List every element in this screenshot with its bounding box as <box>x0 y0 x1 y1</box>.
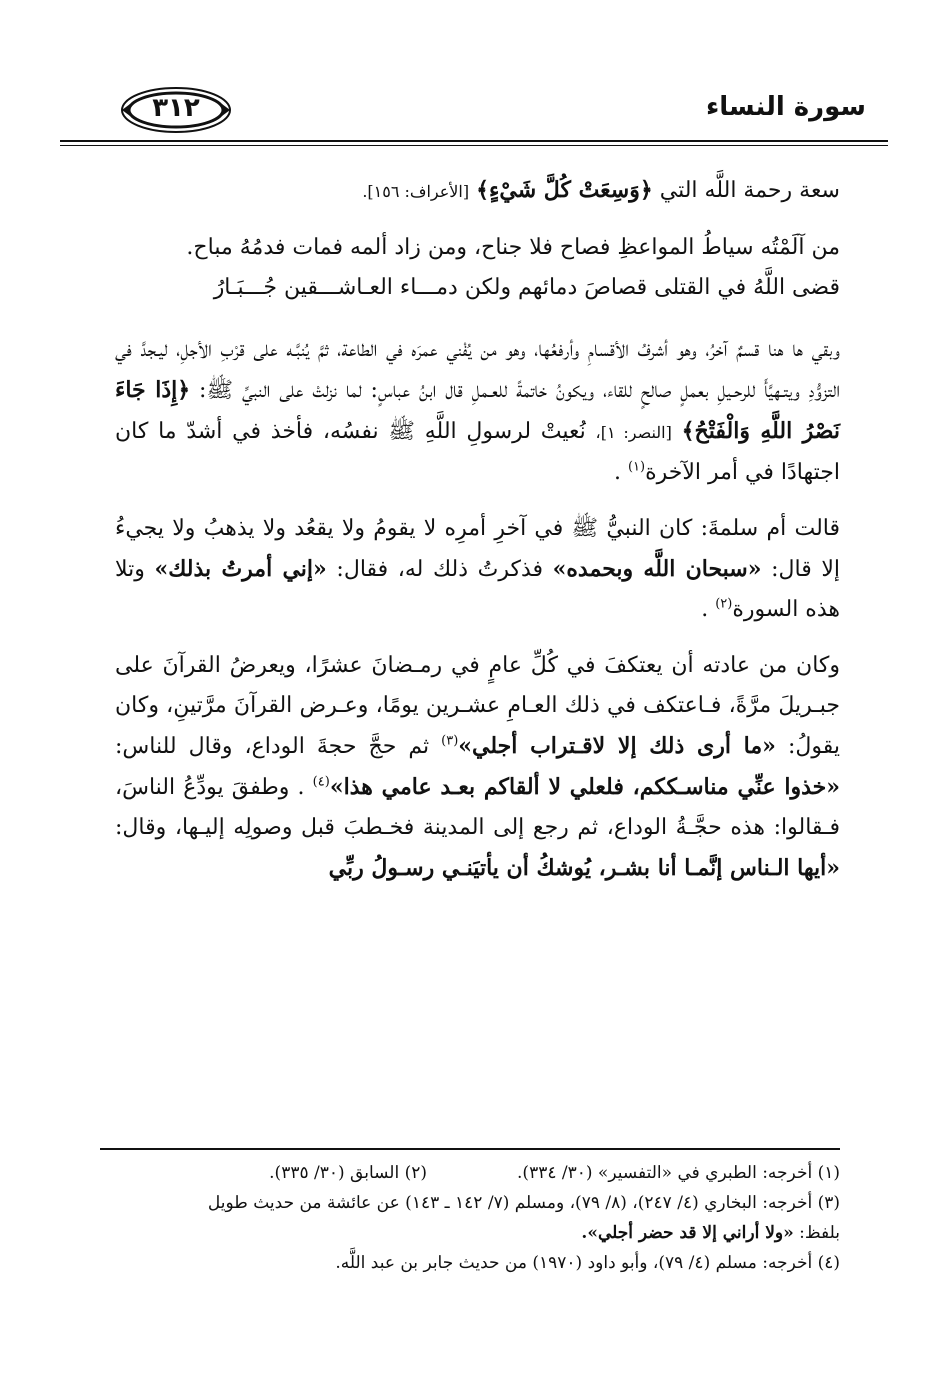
text-run: . <box>613 460 621 485</box>
text-run: . <box>701 597 709 622</box>
text-run: . وطفقَ يودِّعُ الناسَ، فـقالوا: هذه حجَّـةُ الوداع، ثم رجع إلى المدينة فخـطبَ قبل وصولِه إليـها، وقال: <box>115 775 840 840</box>
paragraph <box>115 646 840 889</box>
footnote-marker: (٤) <box>312 774 330 790</box>
hadith-quote: «ما أرى ذلك إلا لاقـتراب أجلي» <box>458 733 776 759</box>
text-run: فذكرتُ ذلك له، فقال: <box>336 557 544 582</box>
paragraph <box>115 509 840 630</box>
footnote-continuation <box>115 1218 840 1248</box>
poem-line: قضى اللَّهُ في القتلى قصاصَ دمائهم ولكن دمـــاء العـاشـــقين جُـــبَـارُ <box>213 275 840 300</box>
page-number: ٣١٢ <box>152 93 200 123</box>
footnote: (٣) أخرجه: البخاري (٤/ ٢٤٧)، (٨/ ٧٩)، ومسلم (٧/ ١٤٢ ـ ١٤٣) عن عائشة من حديث طويل <box>207 1193 840 1213</box>
footnote-marker: (١) <box>627 459 646 475</box>
quran-verse: ﴿إِذَا جَاءَ نَصْرُ اللَّهِ وَالْفَتْحُ﴾ <box>115 377 841 444</box>
footnotes <box>115 1158 840 1278</box>
poem-line: من آلَمْتُه سياطُ المواعظِ فصاح فلا جناح، ومن زاد ألمه فمات فدمُهُ مباح. <box>186 235 840 260</box>
footnote-marker: (٢) <box>715 596 733 612</box>
text-run: بلفظ: <box>799 1223 840 1243</box>
hadith-quote: «سبحان اللَّه وبحمده» <box>552 556 762 582</box>
main-text <box>115 170 840 905</box>
paragraph <box>115 330 840 493</box>
verse-reference: [الأعراف: ١٥٦]. <box>362 182 470 201</box>
text-run: وتلا هذه السورة <box>115 557 840 622</box>
hadith-quote: «أيها الـناس إنَّمـا أنا بشـر، يُوشكُ أن يأتيَنـي رسـولُ ربِّي <box>328 855 840 881</box>
header-divider-thin <box>60 145 888 146</box>
poem <box>115 228 840 308</box>
verse-reference: [النصر: ١]، <box>595 423 672 442</box>
page-header <box>60 78 888 142</box>
text-run: وبقي ها هنا قسمٌ آخرُ، وهو أشرفُ الأقسامِ وأرفعُها، وهو من يُفْني عمرَه في الطاعة، ثمَّ يُنبَّـه على قرْبِ الأجلِ، ليـجدَّ في التزوُّدِ ويتـهيَّأَ للرحـيلِ بعملٍ صالحٍ للقاء، ويكونُ خاتمةً للعـملِ قال ابنُ عباسٍ: لما نزلتْ على النبيِّ ﷺ: <box>115 337 841 403</box>
paragraph <box>115 170 840 212</box>
footnote: (٤) أخرجه: مسلم (٤/ ٧٩)، وأبو داود (١٩٧٠) من حديث جابر بن عبد اللَّه. <box>335 1253 840 1273</box>
footnote-marker: (٣) <box>441 733 459 749</box>
footnote-row <box>115 1158 840 1188</box>
hadith-quote: «خذوا عنِّي مناسـككم، فلعلي لا ألقاكم بعـد عامي هذا» <box>329 774 841 800</box>
hadith-quote: «إني أمرتُ بذلك» <box>154 556 327 582</box>
header-divider <box>60 140 888 142</box>
text-run: قالت أم سلمةَ: كان النبيُّ ﷺ في آخرِ أمرِه لا يقومُ ولا يقعُد ولا يذهبُ ولا يجيءُ إلا قال: <box>115 516 840 582</box>
hadith-quote: «ولا أراني إلا قد حضر أجلي». <box>581 1223 794 1243</box>
text-run: وكان من عادته أن يعتكفَ في كُلِّ عامٍ في رمـضانَ عشرًا، ويعرضُ القرآنَ على جبـريلَ مرَّةً، فـاعتكف في ذلك العـامِ عشـرين يومًا، وعـرض القرآنَ مرَّتينِ، وكان يقولُ: <box>115 653 840 759</box>
text-run: نُعيتْ لرسولِ اللَّهِ ﷺ نفسُه، فأخذ في أشدّ ما كان اجتهادًا في أمر الآخرة <box>115 419 840 485</box>
surah-title: سورة النساء <box>705 92 866 122</box>
footnote-divider <box>100 1148 840 1150</box>
page-number-badge <box>120 86 232 134</box>
text-run: ثم حجَّ حجةَ الوداع، وقال للناس: <box>115 734 430 759</box>
quran-verse: ﴿وَسِعَتْ كُلَّ شَيْءٍ﴾ <box>476 177 653 203</box>
text-run: سعة رحمة اللَّه التي <box>659 178 840 203</box>
footnote: (٢) السابق (٣٠/ ٣٣٥). <box>269 1163 428 1183</box>
footnote: (١) أخرجه: الطبري في «التفسير» (٣٠/ ٣٣٤). <box>517 1163 840 1183</box>
